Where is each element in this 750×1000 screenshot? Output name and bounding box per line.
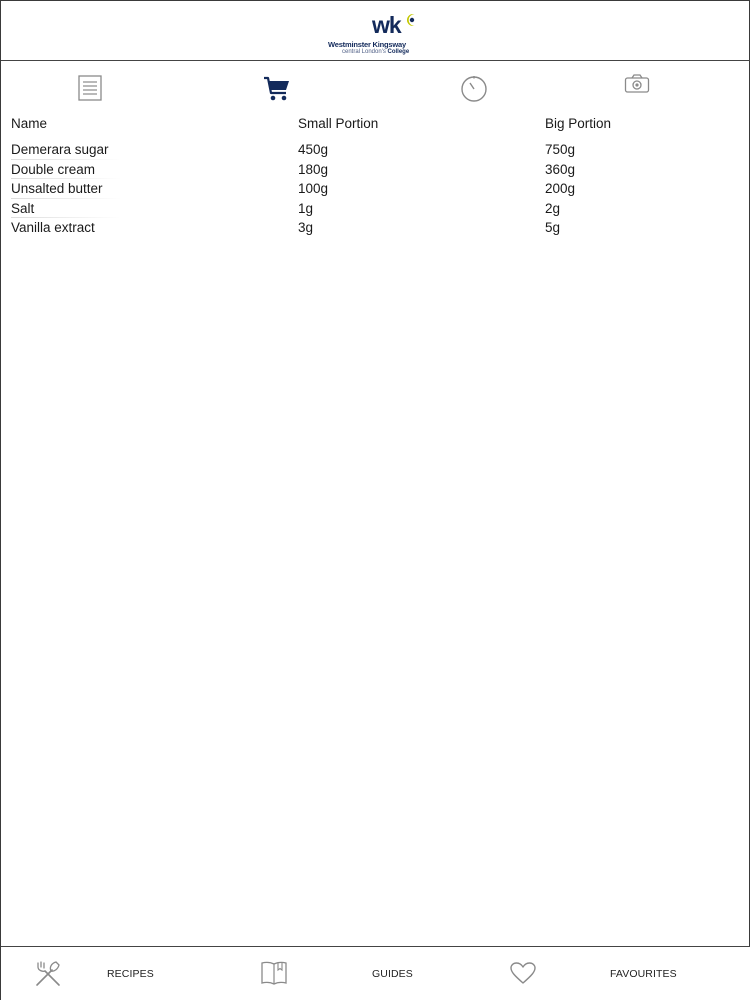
- tab-method[interactable]: [75, 73, 105, 103]
- camera-icon: [624, 73, 650, 95]
- column-header-name: Name: [11, 116, 48, 131]
- fork-knife-icon: [34, 960, 62, 988]
- ingredient-name: Double cream: [11, 161, 96, 177]
- nav-guides-label: GUIDES: [372, 968, 413, 980]
- ingredients-table: [11, 114, 741, 238]
- college-logo: [328, 8, 418, 56]
- header: [1, 1, 750, 61]
- nav-favourites-label: FAVOURITES: [610, 968, 677, 980]
- big-portion-value: 2g: [545, 200, 561, 216]
- table-row: [11, 218, 741, 238]
- small-portion-value: 100g: [298, 181, 329, 196]
- table-row: [11, 140, 741, 160]
- logo-tagline: central London's College: [342, 48, 410, 55]
- logo-crescent-icon: [404, 12, 418, 28]
- tab-camera[interactable]: [622, 69, 652, 99]
- small-portion-value: 450g: [298, 142, 329, 157]
- small-portion-value: 3g: [298, 220, 314, 235]
- shopping-cart-icon: [263, 74, 291, 102]
- ingredient-name: Demerara sugar: [11, 142, 109, 157]
- logo-name: Westminster Kingsway: [328, 39, 406, 49]
- tab-timer[interactable]: [459, 73, 489, 103]
- ingredient-name: Unsalted butter: [11, 181, 103, 196]
- column-header-big: Big Portion: [545, 116, 612, 131]
- detail-tabs: [1, 61, 750, 111]
- tab-ingredients[interactable]: [262, 73, 292, 103]
- nav-recipes-label: RECIPES: [107, 968, 154, 980]
- bottom-nav: [1, 946, 750, 1000]
- column-header-small: Small Portion: [298, 116, 379, 131]
- small-portion-value: 180g: [298, 161, 329, 177]
- nav-favourites[interactable]: [501, 947, 750, 1000]
- logo-mark: wk: [372, 11, 401, 38]
- timer-icon: [459, 73, 489, 103]
- nav-recipes[interactable]: [1, 947, 251, 1000]
- book-icon: [260, 960, 288, 986]
- table-row: [11, 179, 741, 199]
- big-portion-value: 360g: [545, 161, 576, 177]
- big-portion-value: 5g: [545, 220, 561, 235]
- table-header: [11, 114, 741, 140]
- table-row: [11, 160, 741, 180]
- ingredient-name: Salt: [11, 200, 35, 216]
- big-portion-value: 750g: [545, 142, 576, 157]
- big-portion-value: 200g: [545, 181, 576, 196]
- table-row: [11, 199, 741, 219]
- nav-guides[interactable]: [251, 947, 501, 1000]
- heart-icon: [509, 961, 537, 985]
- small-portion-value: 1g: [298, 200, 314, 216]
- document-icon: [77, 74, 103, 102]
- ingredient-name: Vanilla extract: [11, 220, 95, 235]
